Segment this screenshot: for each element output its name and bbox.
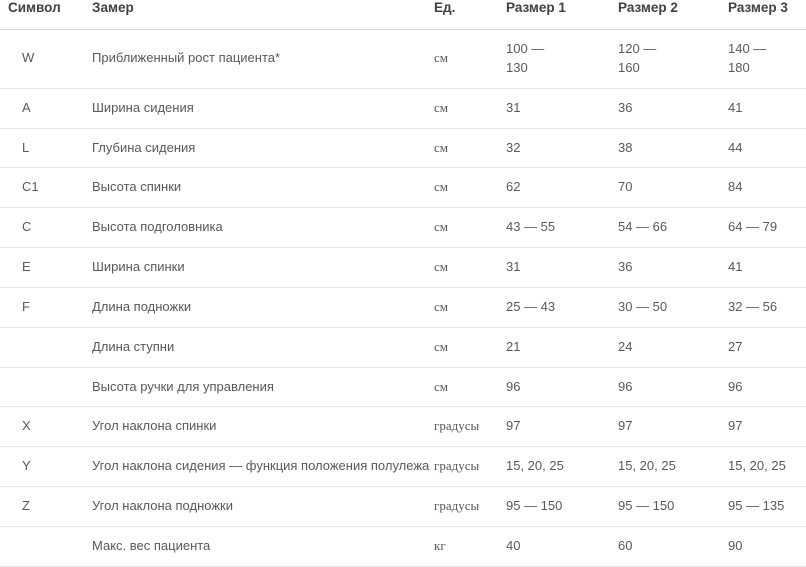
cell-size-1: 31: [506, 248, 618, 288]
cell-size-3: 41: [728, 248, 806, 288]
table-row: [0, 88, 806, 128]
cell-symbol: [0, 526, 72, 566]
cell-size-2: 70: [618, 168, 728, 208]
cell-size-2: 95 — 150: [618, 487, 728, 527]
cell-symbol: L: [0, 128, 72, 168]
cell-unit: см: [434, 30, 506, 89]
cell-size-2: 15, 20, 25: [618, 447, 728, 487]
table-row: [0, 487, 806, 527]
cell-size-1: [506, 30, 618, 89]
table-header: [0, 0, 806, 30]
cell-unit: кг: [434, 526, 506, 566]
table-row: [0, 287, 806, 327]
cell-size-1: 15, 20, 25: [506, 447, 618, 487]
cell-size-1: 21: [506, 327, 618, 367]
cell-measurement: Угол наклона подножки: [72, 487, 434, 527]
cell-size-3: 95 — 135: [728, 487, 806, 527]
cell-measurement: Угол наклона спинки: [72, 407, 434, 447]
header-size-1: Размер 1: [506, 0, 618, 30]
cell-measurement: Глубина сидения: [72, 128, 434, 168]
cell-unit: см: [434, 367, 506, 407]
header-size-2: Размер 2: [618, 0, 728, 30]
cell-unit: см: [434, 208, 506, 248]
cell-size-1: 25 — 43: [506, 287, 618, 327]
cell-symbol: A: [0, 88, 72, 128]
cell-unit: см: [434, 88, 506, 128]
cell-size-3: [728, 30, 806, 89]
cell-measurement: Высота подголовника: [72, 208, 434, 248]
cell-size-3: 44: [728, 128, 806, 168]
table-row: [0, 327, 806, 367]
cell-size-1-line-1: 100 —: [506, 41, 545, 56]
table-row: [0, 248, 806, 288]
cell-size-3: 97: [728, 407, 806, 447]
cell-size-2: 54 — 66: [618, 208, 728, 248]
cell-size-2: 36: [618, 88, 728, 128]
cell-size-1: 31: [506, 88, 618, 128]
header-unit: Ед.: [434, 0, 506, 30]
header-size-3: Размер 3: [728, 0, 806, 30]
cell-measurement: Угол наклона сидения — функция положения полулежа: [72, 447, 434, 487]
cell-size-2-line-2: 160: [618, 59, 640, 75]
cell-symbol: [0, 327, 72, 367]
cell-unit: см: [434, 287, 506, 327]
cell-size-3-line-2: 180: [728, 59, 750, 75]
cell-symbol: W: [0, 30, 72, 89]
cell-size-2: 96: [618, 367, 728, 407]
cell-measurement: Макс. вес пациента: [72, 526, 434, 566]
cell-size-3: 96: [728, 367, 806, 407]
cell-size-1: 96: [506, 367, 618, 407]
table-row: [0, 208, 806, 248]
cell-measurement: Длина подножки: [72, 287, 434, 327]
cell-symbol: Y: [0, 447, 72, 487]
cell-size-2-line-1: 120 —: [618, 41, 657, 56]
cell-unit: см: [434, 248, 506, 288]
cell-symbol: Z: [0, 487, 72, 527]
cell-size-1: 40: [506, 526, 618, 566]
header-measurement: Замер: [72, 0, 434, 30]
cell-symbol: C1: [0, 168, 72, 208]
cell-measurement: Ширина спинки: [72, 248, 434, 288]
table-row: [0, 447, 806, 487]
cell-size-1: 95 — 150: [506, 487, 618, 527]
cell-size-2: [618, 30, 728, 89]
cell-symbol: F: [0, 287, 72, 327]
cell-measurement: Ширина сидения: [72, 88, 434, 128]
cell-size-3: 15, 20, 25: [728, 447, 806, 487]
cell-size-3: 84: [728, 168, 806, 208]
cell-size-1: 32: [506, 128, 618, 168]
table-header-row: [0, 0, 806, 30]
cell-size-1: 97: [506, 407, 618, 447]
cell-measurement: Приближенный рост пациента*: [72, 30, 434, 89]
cell-symbol: X: [0, 407, 72, 447]
cell-unit: градусы: [434, 487, 506, 527]
cell-size-1-line-2: 130: [506, 59, 528, 75]
cell-unit: градусы: [434, 447, 506, 487]
cell-size-3-line-1: 140 —: [728, 41, 767, 56]
cell-size-2: 30 — 50: [618, 287, 728, 327]
cell-unit: см: [434, 128, 506, 168]
header-symbol: Символ: [0, 0, 72, 30]
cell-measurement: Высота ручки для управления: [72, 367, 434, 407]
table-row: [0, 407, 806, 447]
table-body: [0, 30, 806, 567]
cell-size-3: 32 — 56: [728, 287, 806, 327]
cell-size-3: 27: [728, 327, 806, 367]
cell-size-2: 36: [618, 248, 728, 288]
table-row: [0, 128, 806, 168]
cell-size-3: 90: [728, 526, 806, 566]
cell-measurement: Высота спинки: [72, 168, 434, 208]
cell-unit: см: [434, 327, 506, 367]
table-row: [0, 526, 806, 566]
cell-size-2: 60: [618, 526, 728, 566]
cell-size-3: 64 — 79: [728, 208, 806, 248]
cell-symbol: C: [0, 208, 72, 248]
cell-unit: градусы: [434, 407, 506, 447]
cell-size-2: 38: [618, 128, 728, 168]
cell-size-1: 62: [506, 168, 618, 208]
cell-size-2: 97: [618, 407, 728, 447]
table-row: [0, 30, 806, 89]
cell-symbol: [0, 367, 72, 407]
cell-symbol: E: [0, 248, 72, 288]
cell-measurement: Длина ступни: [72, 327, 434, 367]
cell-size-2: 24: [618, 327, 728, 367]
cell-unit: см: [434, 168, 506, 208]
cell-size-3: 41: [728, 88, 806, 128]
table-row: [0, 168, 806, 208]
table-row: [0, 367, 806, 407]
cell-size-1: 43 — 55: [506, 208, 618, 248]
